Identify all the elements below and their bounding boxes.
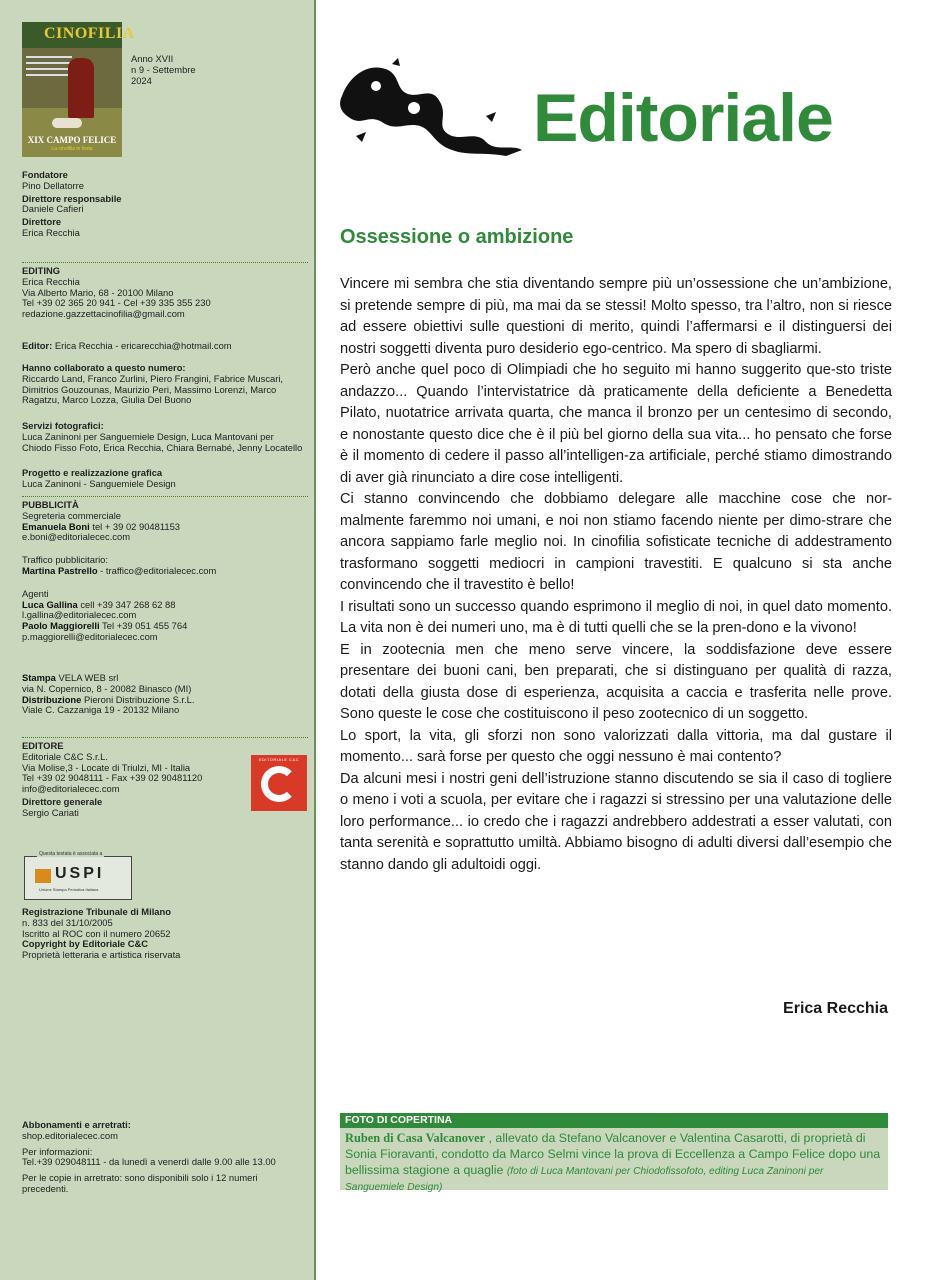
cover-thumbnail[interactable] (22, 22, 135, 157)
director-name: Erica Recchia (22, 226, 80, 238)
collaborators-block (22, 363, 312, 406)
editing-line: Erica Recchia (22, 275, 80, 287)
author-signature: Erica Recchia (783, 1000, 888, 1017)
editing-block (22, 266, 312, 320)
registration-label: Registrazione Tribunale di Milano (22, 906, 171, 917)
caption-header-label: FOTO DI COPERTINA (345, 1114, 453, 1126)
general-director-name: Sergio Cariati (22, 806, 79, 818)
logo-caption: EDITORIALE C&C (258, 757, 300, 762)
article-body (340, 274, 892, 876)
issue-date: 2024 (131, 74, 152, 86)
issue-year: Anno XVII (131, 53, 174, 64)
uspi-tagline: Unione Stampa Periodica Italiana (39, 887, 99, 892)
founder-block (22, 170, 312, 239)
cover-masthead-text: CINOFILIA (44, 25, 135, 42)
article-paragraph: Vincere mi sembra che stia diventando sempre più un’ossessione che un’ambizione, si pretende sempre di più, ma mai da se stessi! Molto spesso, tra l’altro, non si riesce ad essere obiettivi sulle questioni di merito, quindi l’affermarsi e il distinguersi dei nostri soggetti diventa puro desiderio ego-centrico. Ma spero di sbagliarmi. (340, 276, 892, 357)
info-label: Per informazioni: (22, 1145, 93, 1157)
article-paragraph: Ci stanno convincendo che dobbiamo delegare alle macchine cose che nor-malmente faremmo noi umani, e noi non stiamo facendo niente per dimo-strare che ancora sappiamo farle meglio noi. In cinofilia sofisticate tecniche di addestramento trasformano soggetti mediocri in campioni travestiti. E qualcuno si sta anche convincendo che il travestito è bello! (340, 491, 892, 593)
publisher-label: EDITORE (22, 740, 64, 751)
contact-phone: cell +39 347 268 62 88 (77, 598, 176, 610)
article-paragraph: E in zootecnia men che meno serve vincere, la soddisfazione deve essere presentare dei buoni cani, ben preparati, che si distinguano per qualità di razza, dotati della giusta dose di esperienza, acquisita a caccia e trasferita nelle prove. Sono queste le cose che costituiscono il peso zootecnico di un soggetto. (340, 641, 892, 722)
cover-title: XIX CAMPO FELICE (27, 135, 117, 145)
publisher-line: Via Molise,3 - Locate di Triulzi, MI - Italia (22, 761, 191, 773)
article-paragraph: I risultati sono un successo quando esprimono il meglio di noi, in quel dato momento. La vita non è dei numeri uno, ma è di tutti quelli che se la pren-dono e la vivono! (340, 598, 892, 636)
print-label: Stampa (22, 672, 56, 683)
print-value: VELA WEB srl (55, 672, 119, 683)
contact-email[interactable]: l.gallina@editorialecec.com (22, 609, 137, 621)
article-paragraph: Lo sport, la vita, gli sforzi non sono valorizzati dalla vittoria, ma dal gustare il momento... sarà forse per questo che oggi nessuno è mai contento? (340, 727, 892, 765)
info-phone: Tel.+39 029048111 - da lunedì a venerdì dalle 9.00 alle 13.00 (22, 1156, 276, 1168)
editing-line: Tel +39 02 365 20 941 - Cel +39 335 355 230 (22, 297, 211, 309)
editing-line: Via Alberto Mario, 68 - 20100 Milano (22, 286, 174, 298)
publisher-email[interactable]: info@editorialecec.com (22, 783, 120, 795)
cover-hunter-figure (68, 58, 94, 118)
back-issues-line: precedenti. (22, 1182, 69, 1194)
contact-name: Luca Gallina (22, 598, 78, 610)
uspi-word: USPI (55, 865, 105, 882)
cover-photo-caption-box (340, 1113, 888, 1194)
design-block (22, 468, 312, 490)
contact-name: Martina Pastrello (22, 564, 98, 576)
collaborators-line: Dimitrios Gouzounas, Maurizio Peri, Massimo Lorenzi, Marco (22, 383, 277, 395)
collaborators-line: Ragatzu, Marco Lozza, Giulia Del Buono (22, 394, 192, 406)
registration-block (22, 907, 312, 961)
editing-label: EDITING (22, 265, 61, 276)
photo-services-block (22, 421, 312, 453)
caption-credit: (foto di Luca Mantovani per Chiodofissofoto, editing Luca Zaninoni per Sanguemiele Design) (345, 1165, 824, 1194)
advertising-block (22, 500, 312, 643)
cover-masthead (22, 22, 135, 48)
publisher-line: Tel +39 02 9048111 - Fax +39 02 90481120 (22, 772, 203, 784)
collaborators-line: Riccardo Land, Franco Zurlini, Piero Frangini, Fabrice Muscari, (22, 372, 284, 384)
article-headline: Ossessione o ambizione (340, 226, 574, 248)
general-director-label: Direttore generale (22, 795, 103, 807)
caption-description: , allevato da Stefano Valcanover e Valentina Casarotti, di proprietà di Sonia Fioravanti, condotto da Marco Selmi vince la prova di Eccellenza a Campo Felice dopo una bellissima stagione a quaglie (345, 1131, 881, 1177)
founder-label: Fondatore (22, 169, 68, 180)
traffic-label: Traffico pubblicitario: (22, 554, 108, 566)
divider (22, 496, 308, 497)
distribution-address: Viale C. Cazzaniga 19 - 20132 Milano (22, 704, 180, 716)
uspi-caption: Questa testata è associata a (39, 851, 103, 857)
photo-services-line: Chiodo Fisso Foto, Erica Recchia, Chiara Bernabé, Jenny Locatello (22, 441, 303, 453)
design-value: Luca Zaninoni - Sanguemiele Design (22, 477, 176, 489)
editor-block (22, 341, 312, 352)
divider (22, 737, 308, 738)
advertising-label: PUBBLICITÀ (22, 499, 79, 510)
print-address: via N. Copernico, 8 - 20082 Binasco (MI) (22, 682, 192, 694)
design-label: Progetto e realizzazione grafica (22, 467, 163, 478)
registration-line: n. 833 del 31/10/2005 (22, 916, 113, 928)
editoriale-cc-logo (251, 755, 307, 811)
issue-number: n 9 - Settembre (131, 63, 196, 75)
contact-email[interactable]: p.maggiorelli@editorialecec.com (22, 630, 158, 642)
article-paragraph: Da alcuni mesi i nostri geni dell’istruzione stanno discutendo se sia il caso di togliere o meno i voti a scuola, per evitare che i ragazzi si stressino per una valutazione delle loro performance... io credo che i ragazzi andrebbero addestrati a esser valutati, con tanta serenità e soprattutto umiltà. Abbiamo bisogno di adulti diversi dall’esempio che stanno dando gli adultoidi oggi. (340, 770, 892, 873)
section-title: Editoriale (533, 80, 833, 156)
photo-services-label: Servizi fotografici: (22, 420, 104, 431)
article-paragraph: Però anche quel poco di Olimpiadi che ho seguito mi hanno suggerito que-sto triste andazzo... Quando l’intervistatrice dà praticamente della deficiente a Benedetta Pilato, nuotatrice arrivata quarta, che manca il bronzo per un centesimo di secondo, e nonostante questo dice che è il più bel giorno della sua vita... ho pensato che forse è il momento di cedere il passo all’intelligen-za artificiale, perché stiamo dimostrando di aver già rinunciato a dire cose intelligenti. (340, 362, 892, 486)
copyright-label: Copyright by Editoriale C&C (22, 938, 149, 950)
founder-name: Pino Dellatorre (22, 179, 85, 191)
photo-services-line: Luca Zaninoni per Sanguemiele Design, Luca Mantovani per (22, 430, 274, 442)
registration-line: Iscritto al ROC con il numero 20652 (22, 927, 171, 939)
contact-email[interactable]: e.boni@editorialecec.com (22, 531, 131, 543)
contact-name: Paolo Maggiorelli (22, 620, 100, 632)
logo-c-ring (261, 766, 297, 802)
print-block (22, 673, 312, 716)
dir-resp-name: Daniele Cafieri (22, 203, 84, 215)
masthead-sidebar (0, 0, 316, 1280)
contact-email[interactable]: - traffico@editorialecec.com (97, 564, 217, 576)
editor-label: Editor: (22, 340, 53, 351)
shop-link[interactable]: shop.editorialecec.com (22, 1129, 118, 1141)
collaborators-label: Hanno collaborato a questo numero: (22, 362, 186, 373)
uspi-mark-icon (35, 869, 51, 883)
distribution-value: Pieroni Distribuzione S.r.L. (81, 693, 195, 705)
dir-resp-label: Direttore responsabile (22, 192, 122, 204)
uspi-logo (24, 851, 132, 900)
caption-dog-name: Ruben di Casa Valcanover (345, 1131, 486, 1145)
contact-name: Emanuela Boni (22, 520, 90, 532)
caption-text (345, 1131, 885, 1196)
editor-value: Erica Recchia - ericarecchia@hotmail.com (54, 340, 232, 351)
subscriptions-block (22, 1120, 312, 1195)
director-label: Direttore (22, 216, 62, 228)
editing-email[interactable]: redazione.gazzettacinofilia@gmail.com (22, 308, 185, 320)
cover-dog-figure (52, 118, 82, 128)
ink-brush-illustration (336, 56, 536, 156)
publisher-line: Editoriale C&C S.r.L. (22, 750, 108, 762)
distribution-label: Distribuzione (22, 693, 82, 705)
divider (22, 262, 308, 263)
contact-phone: tel + 39 02 90481153 (89, 520, 181, 532)
back-issues-line: Per le copie in arretrato: sono disponibili solo i 12 numeri (22, 1172, 258, 1184)
sales-office: Segreteria commerciale (22, 509, 121, 521)
agents-label: Agenti (22, 587, 49, 599)
copyright-text: Proprietà letteraria e artistica riservata (22, 949, 181, 961)
cover-subtitle: La cinofilia in festa (51, 146, 93, 152)
subscriptions-label: Abbonamenti e arretrati: (22, 1119, 131, 1130)
contact-phone: Tel +39 051 455 764 (99, 620, 188, 632)
issue-info (131, 54, 196, 86)
cover-teaser-lines (26, 56, 72, 80)
caption-header-bar (340, 1113, 888, 1128)
